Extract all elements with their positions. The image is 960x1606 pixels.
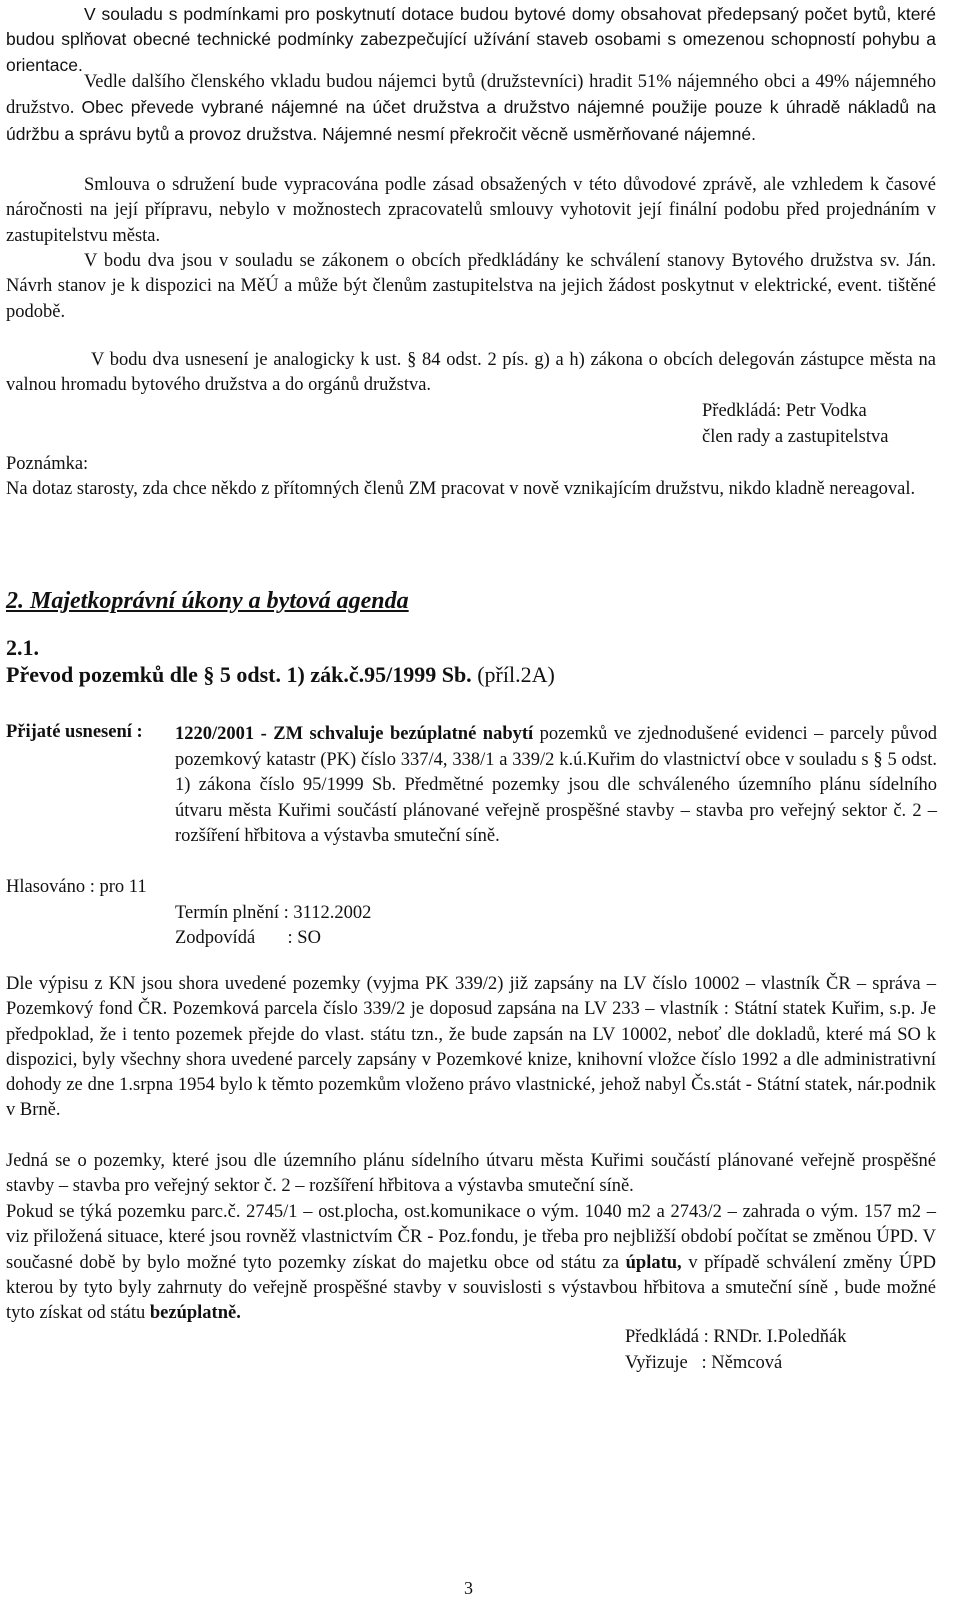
resolution-body: pozemků ve zjednodušené evidenci – parcely původ pozemkový katastr (PK) číslo 337/4, 338/1 a 339/2 k.ú.Kuřim do vlastnictví obce v souladu s § 5 odst. 1) zákona číslo 95/1999 Sb. Předmětné pozemky jsou dle schváleného územního plánu sídelního útvaru města Kuřimi součástí plánované veřejně prospěšné stavby – stavba pro veřejný sektor č. 2 – rozšíření hřbitova a výstavba smuteční síně.	[175, 724, 937, 847]
subsection-number: 2.1.	[6, 635, 39, 660]
presenter-line-1: Předkládá: Petr Vodka	[702, 401, 867, 421]
subsection-title	[6, 662, 555, 688]
paragraph-najemne	[6, 70, 936, 148]
paragraph-pozemek-bold1: úplatu,	[625, 1252, 682, 1273]
paragraph-pozemek-text1: Pokud se týká pozemku parc.č. 2745/1 – ost.plocha, ost.komunikace o vým. 1040 m2 a 2743/2 – zahrada o vým. 157 m2 – viz přiložená situace, které jsou rovněž vlastnictvím ČR - Poz.fondu, je třeba pro nejbližší období počítat se změnou ÚPD. V současné době by bylo možné tyto pozemky získat do majetku obce od státu za	[6, 1202, 936, 1273]
note-label: Poznámka:	[6, 454, 89, 474]
resolution-text	[175, 722, 937, 850]
paragraph-najemne-part1: Vedle dalšího členského vkladu budou nájemci bytů (družstevníci) hradit 51% nájemného obci a 49% nájemného družstvo.	[6, 72, 936, 119]
responsible: Zodpovídá : SO	[175, 928, 321, 948]
deadline: Termín plnění : 3112.2002	[175, 903, 372, 923]
subsection-title-tail: (příl.2A)	[471, 662, 555, 687]
paragraph-pozemek-bold2: bezúplatně.	[149, 1303, 241, 1324]
paragraph-delegace: V bodu dva usnesení je analogicky k ust. § 84 odst. 2 pís. g) a h) zákona o obcích delegován zástupce města na valnou hromadu bytového družstva a do orgánů družstva.	[6, 350, 936, 396]
paragraph-vypis: Dle výpisu z KN jsou shora uvedené pozemky (vyjma PK 339/2) již zapsány na LV číslo 10002 – vlastník ČR – správa – Pozemkový fond ČR. Pozemková parcela číslo 339/2 je doposud zapsána na LV 233 – vlastník : Státní statek Kuřim, s.p. Je předpoklad, že i tento pozemek přejde do vlast. státu tzn., že bude zapsán na LV 10002, neboť dle dokladů, které má SO k dispozici, byly všechny shora uvedené parcely zapsány v Pozemkové knize, knihovní vložce číslo 1992 a dle administrativní dohody ze dne 1.srpna 1954 bylo k těmto pozemkům vloženo právo vlastnické, jehož nabyl Čs.stát - Státní statek, nár.podnik v Brně.	[6, 974, 936, 1121]
paragraph-najemne-part2: Obec převede vybrané nájemné na účet družstva a družstvo nájemné použije pouze k úhradě nákladů na údržbu a správu bytů a provoz družstva. Nájemné nesmí překročit věcně usměrňované nájemné.	[6, 97, 937, 144]
presenter-line-2: člen rady a zastupitelstva	[702, 427, 889, 447]
presenter2-line-1: Předkládá : RNDr. I.Poledňák	[625, 1327, 847, 1347]
presenter2-line-2: Vyřizuje : Němcová	[625, 1353, 783, 1373]
page-number: 3	[464, 1578, 473, 1598]
vote-result: Hlasováno : pro 11	[6, 877, 147, 897]
resolution-bold: 1220/2001 - ZM schvaluje bezúplatné nabytí	[175, 724, 534, 744]
paragraph-dotace: V souladu s podmínkami pro poskytnutí dotace budou bytové domy obsahovat předepsaný počet bytů, které budou splňovat obecné technické podmínky zabezpečující užívání staveb osobami s omezenou schopností pohybu a orientace.	[6, 4, 936, 75]
paragraph-pozemek-text2: v případě schválení změny ÚPD kterou by tyto byly zahrnuty do veřejně prospěšné stavby v souvislosti s výstavbou hřbitova a smuteční síně , bude možné tyto získat od státu	[6, 1252, 936, 1324]
section-heading: 2. Majetkoprávní úkony a bytová agenda	[6, 588, 409, 614]
paragraph-stanovy: V bodu dva jsou v souladu se zákonem o obcích předkládány ke schválení stanovy Bytového družstva sv. Ján. Návrh stanov je k dispozici na MěÚ a může být členům zastupitelstva na jejich žádost poskytnut v elektrické, event. tištěné podobě.	[6, 251, 936, 322]
subsection-title-bold: Převod pozemků dle § 5 odst. 1) zák.č.95/1999 Sb.	[6, 662, 472, 687]
note-text: Na dotaz starosty, zda chce někdo z přítomných členů ZM pracovat v nově vznikajícím družstvu, nikdo kladně nereagoval.	[6, 479, 916, 499]
paragraph-uzemni-plan: Jedná se o pozemky, které jsou dle územního plánu sídelního útvaru města Kuřimi součástí plánované veřejně prospěšné stavby – stavba pro veřejný sektor č. 2 – rozšíření hřbitova a výstavba smuteční síně.	[6, 1151, 936, 1197]
paragraph-smlouva: Smlouva o sdružení bude vypracována podle zásad obsažených v této důvodové zprávě, ale vzhledem k časové náročnosti na její přípravu, nebylo v možnostech zpracovatelů smlouvy vyhotovit její finální podobu před projednáním v zastupitelstvu města.	[6, 175, 936, 246]
paragraph-pozemek	[6, 1200, 936, 1326]
resolution-label: Přijaté usnesení :	[6, 722, 143, 742]
